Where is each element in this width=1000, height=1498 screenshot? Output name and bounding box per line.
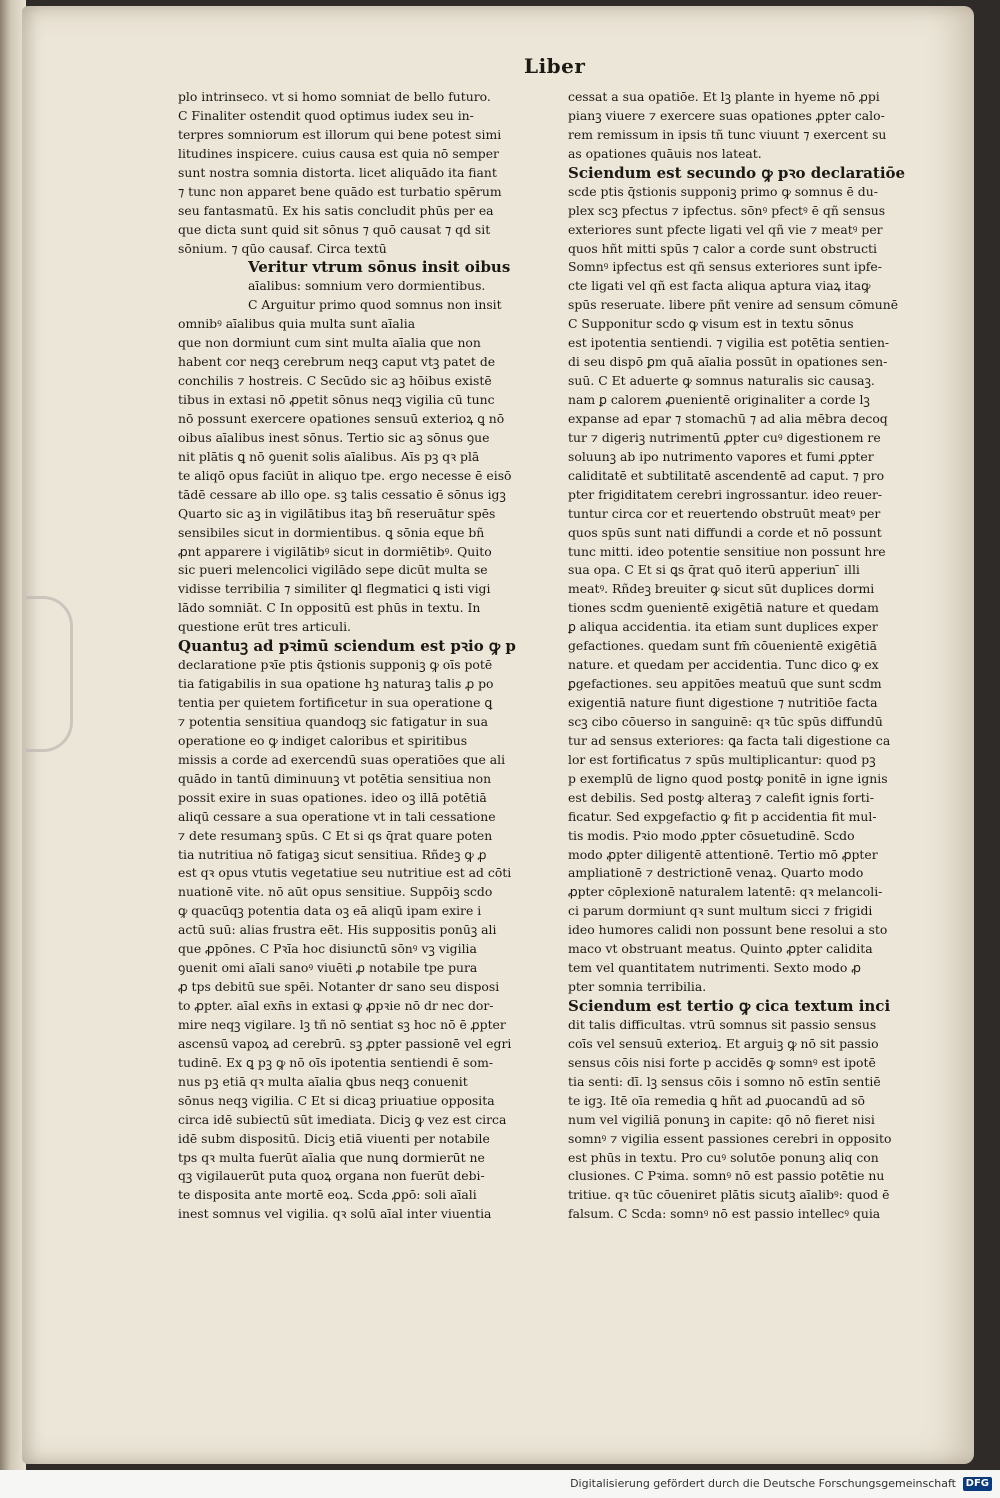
text-line: tia nutritiua nō fatigaꝫ sicut sensitiua. Rñdeꝫ ꝙ ꝓ bbox=[178, 846, 487, 862]
text-line: mire neqꝫ vigilare. lꝫ tñ nō sentiat sꝫ hoc nō ē ꝓpter bbox=[178, 1016, 506, 1032]
text-line: tunc mitti. ideo potentie sensitiue non possunt hre bbox=[568, 543, 886, 559]
text-line: ꝓnt apparere i vigilātibꝰ sicut in dormiētibꝰ. Quito bbox=[178, 543, 492, 559]
text-line: cessat a sua opatiōe. Et lꝫ plante in hyeme nō ꝓpi bbox=[568, 89, 880, 104]
text-line: tudinē. Ex ꝗ pꝫ ꝙ nō oīs ipotentia sentiendi ē som- bbox=[178, 1054, 494, 1070]
text-line: nam ꝑ calorem ꝓuenientē originaliter a corde lꝫ bbox=[568, 392, 870, 407]
text-line: tis modis. Pꝛio modo ꝓpter cōsuetudinē. Scdo bbox=[568, 827, 855, 843]
text-line: nus pꝫ etiā qꝛ multa aīalia ꝗbus neqꝫ conuenit bbox=[178, 1073, 468, 1089]
text-line: tentia per quietem fortificetur in sua operatione ꝗ bbox=[178, 695, 493, 710]
text-line: declaratione pꝛīe ptis q̄stionis supponiꝫ ꝙ oīs potē bbox=[178, 657, 493, 673]
text-line: que non dormiunt cum sint multa aīalia que non bbox=[178, 335, 481, 351]
text-line: tia senti: dī. lꝫ sensus cōis i somno nō estīn sentiē bbox=[568, 1073, 881, 1089]
text-line: seu fantasmatū. Ex his satis concludit phūs per ea bbox=[178, 202, 494, 218]
text-line: aīalibus: somnium vero dormientibus. bbox=[248, 278, 486, 294]
text-line: num vel vigiliā ponunꝫ in capite: qō nō fieret nisi bbox=[568, 1111, 875, 1127]
text-line: quādo in tantū diminuunꝫ vt potētia sensitiua non bbox=[178, 770, 492, 786]
text-line: clusiones. C Pꝛima. somnꝰ nō est passio potētie nu bbox=[568, 1168, 885, 1184]
text-line: operatione eo ꝙ indiget caloribus et spiritibus bbox=[178, 732, 468, 748]
text-line: expanse ad epar ⁊ stomachū ⁊ ad alia mēbra decoq bbox=[568, 410, 888, 426]
text-line: gefactiones. quedam sunt fm̄ cōuenientē exigētiā bbox=[568, 638, 877, 654]
text-line: que dicta sunt quid sit sōnus ⁊ quō causat ⁊ qd sit bbox=[178, 221, 491, 237]
text-line: Sciendum est secundo ꝙ pꝛo declaratiōe bbox=[568, 163, 906, 182]
text-line: sensus cōis nisi forte p accidēs ꝙ somnꝰ est ipotē bbox=[568, 1054, 876, 1070]
text-line: Quantuꝫ ad pꝛimū sciendum est pꝛio ꝙ p bbox=[178, 637, 516, 656]
text-line: te disposita ante mortē eoꝝ. Scda ꝓpō: soli aīali bbox=[178, 1187, 477, 1203]
text-line: tibus in extasi nō ꝓpetit sōnus neqꝫ vigilia cū tunc bbox=[178, 392, 495, 407]
text-line: circa idē subiectū sūt imediata. Diciꝫ ꝙ vez est circa bbox=[178, 1111, 507, 1127]
text-line: tur ⁊ digeriꝫ nutrimentū ꝓpter cuꝰ digestionem re bbox=[568, 429, 881, 445]
text-line: nit plātis ꝗ nō ꝯuenit solis aīalibus. Aīs pꝫ qꝛ plā bbox=[178, 448, 480, 464]
paper-clip bbox=[26, 596, 73, 752]
text-line: est qꝛ opus vtutis vegetatiue seu nutritiue est ad cōti bbox=[178, 865, 512, 881]
text-line: somnꝰ ⁊ vigilia essent passiones cerebri in opposito bbox=[568, 1130, 892, 1146]
text-line: ascensū vapoꝝ ad cerebrū. sꝫ ꝓpter passionē vel egri bbox=[178, 1035, 512, 1051]
text-line: ⁊ tunc non apparet bene quādo est turbatio spērum bbox=[178, 183, 502, 199]
text-line: missis a corde ad exercendū suas operatiōes que ali bbox=[178, 751, 506, 767]
running-head: Liber bbox=[524, 54, 586, 78]
text-line: sua opa. C Et si ꝗs q̄rat quō iterū apperiun ̄ illi bbox=[568, 562, 860, 578]
text-line: nuationē vite. nō aūt opus sensitiue. Suppōiꝫ scdo bbox=[178, 884, 493, 900]
text-line: tritiue. qꝛ tūc cōueniret plātis sicutꝫ aīalibꝰ: quod ē bbox=[568, 1187, 890, 1203]
text-line: aliqū cessare a sua operatione vt in tali cessatione bbox=[178, 808, 496, 824]
text-line: ꝓ tps debitū sue spēi. Notanter dr sano seu disposi bbox=[178, 979, 500, 995]
right-text-column bbox=[568, 88, 946, 1224]
text-line: to ꝓpter. aīal exn̄s in extasi ꝙ ꝓpꝛie nō dr nec dor- bbox=[178, 998, 494, 1013]
text-line: tur ad sensus exteriores: ꝗa facta tali digestione ca bbox=[568, 732, 891, 748]
text-line: pianꝫ viuere ⁊ exercere suas opationes ꝓpter calo- bbox=[568, 107, 885, 123]
text-line: exteriores sunt pfecte ligati vel qñ vie ⁊ meatꝰ per bbox=[568, 221, 883, 237]
text-line: te igꝫ. Itē oīa remedia ꝗ hñt ad ꝓuocandū ad sō bbox=[568, 1092, 866, 1108]
text-line: ꝯuenit omi aīali sanoꝰ viuēti ꝓ notabile tpe pura bbox=[178, 960, 478, 976]
text-line: ⁊ potentia sensitiua quandoqꝫ sic fatigatur in sua bbox=[178, 713, 488, 729]
text-line: exigentiā nature fiunt digestione ⁊ nutritiōe facta bbox=[568, 695, 878, 710]
text-line: sensibiles sicut in dormientibus. ꝗ sōnia eque bñ bbox=[178, 524, 485, 540]
text-line: lor est fortificatus ⁊ spūs multiplicantur: quod pꝫ bbox=[568, 751, 876, 767]
text-line: coīs vel sensuū exterioꝝ. Et arguiꝫ ꝙ nō sit passio bbox=[568, 1035, 879, 1051]
text-line: omnibꝰ aīalibus quia multa sunt aīalia bbox=[178, 316, 416, 332]
text-line: suū. C Et aduerte ꝙ somnus naturalis sic causaꝫ. bbox=[568, 373, 875, 389]
dfg-logo: DFG bbox=[963, 1477, 992, 1491]
text-line: possit exire in suas opationes. ideo oꝫ illā potētiā bbox=[178, 789, 487, 805]
text-line: ampliationē ⁊ destrictionē venaꝝ. Quarto modo bbox=[568, 865, 864, 881]
text-line: nō possunt exercere opationes sensuū exterioꝝ ꝗ nō bbox=[178, 410, 505, 426]
text-line: tiones scdm ꝯuenientē exigētiā nature et quedam bbox=[568, 600, 879, 616]
text-line: lādo somniāt. C In oppositū est phūs in textu. In bbox=[178, 600, 481, 616]
text-line: que ꝓpōnes. C Pꝛīa hoc disiunctū sōnꝰ vꝫ vigilia bbox=[178, 941, 477, 957]
text-line: tia fatigabilis in sua opatione hꝫ naturaꝫ talis ꝓ po bbox=[178, 676, 494, 692]
text-line: cte ligati vel qñ est facta aliqua aptura viaꝝ itaꝙ bbox=[568, 278, 871, 294]
text-line: terpres somniorum est illorum qui bene potest simi bbox=[178, 126, 502, 142]
text-line: habent cor neqꝫ cerebrum neqꝫ caput vtꝫ patet de bbox=[178, 354, 496, 370]
text-line: as opationes quāuis nos lateat. bbox=[568, 145, 762, 161]
text-line: inest somnus vel vigilia. qꝛ solū aīal inter viuentia bbox=[178, 1206, 492, 1222]
text-line: sōnus neqꝫ vigilia. C Et si dicaꝫ priuatiue opposita bbox=[178, 1092, 495, 1108]
text-line: pter somnia terribilia. bbox=[568, 979, 707, 995]
text-line: maco vt obstruant meatus. Quinto ꝓpter calidita bbox=[568, 941, 873, 957]
text-line: spūs reseruate. libere pñt venire ad sensum cōmunē bbox=[568, 297, 899, 313]
text-line: C Finaliter ostendit quod optimus iudex seu in- bbox=[178, 107, 474, 123]
text-line: ideo humores calidi non possunt bene resolui a sto bbox=[568, 922, 888, 938]
text-line: est ipotentia sentiendi. ⁊ vigilia est potētia sentien- bbox=[568, 335, 890, 351]
text-line: ꝑgefactiones. seu appitōes meatuū que sunt scdm bbox=[568, 676, 882, 692]
text-line: tps qꝛ multa fuerūt aīalia que nunꝗ dormierūt ne bbox=[178, 1149, 485, 1165]
text-line: quos hñt mitti spūs ⁊ calor a corde sunt obstructi bbox=[568, 240, 877, 256]
text-line: tādē cessare ab illo ope. sꝫ talis cessatio ē sōnus igꝫ bbox=[178, 486, 506, 502]
text-line: est phūs in textu. Pro cuꝰ solutōe ponunꝫ aliq con bbox=[568, 1149, 879, 1165]
text-line: vidisse terribilia ⁊ similiter ꝗl flegmatici ꝗ isti vigi bbox=[178, 581, 491, 597]
text-line: Quarto sic aꝫ in vigilātibus itaꝫ bñ reseruātur spēs bbox=[178, 505, 496, 521]
text-line: plo intrinseco. vt si homo somniat de bello futuro. bbox=[178, 89, 491, 104]
text-line: Sciendum est tertio ꝙ cica textum inci bbox=[568, 997, 891, 1015]
text-line: C Arguitur primo quod somnus non insit bbox=[248, 297, 502, 313]
text-line: tem vel quantitatem nutrimenti. Sexto modo ꝓ bbox=[568, 960, 861, 976]
text-line: meatꝰ. Rñdeꝫ breuiter ꝙ sicut sūt duplices dormi bbox=[568, 581, 875, 597]
text-line: te aliqō opus faciūt in aliquo tpe. ergo necesse ē eisō bbox=[178, 467, 512, 483]
text-line: Veritur vtrum sōnus insit oibus bbox=[248, 258, 511, 277]
text-line: sunt nostra somnia distorta. licet aliquādo ita fiant bbox=[178, 164, 497, 180]
text-line: Somnꝰ ipfectus est qñ sensus exteriores sunt ipfe- bbox=[568, 259, 882, 275]
text-line: caliditatē et subtilitatē ascendentē ad caput. ⁊ pro bbox=[568, 467, 885, 483]
text-line: quos spūs sunt nati diffundi a corde et nō possunt bbox=[568, 524, 882, 540]
text-line: ꝙ quacūqꝫ potentia data oꝫ eā aliqū ipam exire i bbox=[178, 903, 482, 919]
text-line: p exemplū de ligno quod postꝙ ponitē in igne ignis bbox=[568, 770, 888, 786]
text-line: qꝫ vigilauerūt puta quoꝝ organa non fuerūt debi- bbox=[178, 1168, 485, 1184]
funding-credit: Digitalisierung gefördert durch die Deutsche Forschungsgemeinschaft bbox=[570, 1477, 956, 1490]
text-line: plex scꝫ pfectus ⁊ ipfectus. sōnꝰ pfectꝰ ē qñ sensus bbox=[568, 202, 886, 218]
text-line: est debilis. Sed postꝙ alteraꝫ ⁊ calefit ignis forti- bbox=[568, 789, 874, 805]
text-line: tuntur circa cor et reuertendo obstruūt meatꝰ per bbox=[568, 505, 881, 521]
text-line: scꝫ cibo cōuerso in sanguinē: qꝛ tūc spūs diffundū bbox=[568, 713, 883, 729]
text-line: modo ꝓpter diligentē attentionē. Tertio mō ꝓpter bbox=[568, 846, 878, 862]
text-line: sōnium. ⁊ qūo causaf. Circa textū bbox=[178, 240, 387, 256]
text-line: di seu dispō ꝑm quā aīalia possūt in opationes sen- bbox=[568, 354, 888, 370]
text-line: ficatur. Sed expgefactio ꝙ fit p accidentia fit mul- bbox=[568, 808, 877, 824]
text-line: pter frigiditatem cerebri ingrossantur. ideo reuer- bbox=[568, 486, 883, 502]
footer-bar bbox=[0, 1470, 1000, 1498]
text-line: ⁊ dete resumanꝫ spūs. C Et si qs q̄rat quare poten bbox=[178, 827, 493, 843]
text-line: litudines inspicere. cuius causa est quia nō semper bbox=[178, 145, 499, 161]
text-line: ꝓpter cōplexionē naturalem latentē: qꝛ melancoli- bbox=[568, 884, 883, 900]
text-line: oibus aīalibus inest sōnus. Tertio sic aꝫ sōnus ꝯue bbox=[178, 429, 490, 445]
left-text-column bbox=[178, 88, 556, 1224]
text-line: ci parum dormiunt qꝛ sunt multum sicci ⁊ frigidi bbox=[568, 903, 873, 919]
text-line: dit talis difficultas. vtrū somnus sit passio sensus bbox=[568, 1016, 877, 1032]
text-line: conchilis ⁊ hostreis. C Secūdo sic aꝫ hōibus existē bbox=[178, 373, 492, 389]
text-line: questione erūt tres articuli. bbox=[178, 619, 351, 635]
text-line: C Supponitur scdo ꝙ visum est in textu sōnus bbox=[568, 316, 854, 332]
text-line: ꝑ aliqua accidentia. ita etiam sunt duplices exper bbox=[568, 619, 878, 635]
text-line: actū suū: alias frustra eēt. His suppositis ponūꝫ ali bbox=[178, 922, 497, 938]
text-line: rem remissum in ipsis tñ tunc viuunt ⁊ exercent su bbox=[568, 126, 887, 142]
text-line: sic pueri melencolici vigilādo sepe dicūt multa se bbox=[178, 562, 488, 578]
text-line: falsum. C Scda: somnꝰ nō est passio intellecꝰ quia bbox=[568, 1206, 881, 1222]
text-line: idē subm dispositū. Diciꝫ etiā viuenti per notabile bbox=[178, 1130, 490, 1146]
text-line: scde ptis q̄stionis supponiꝫ primo ꝙ somnus ē du- bbox=[568, 183, 878, 199]
text-line: soluunꝫ ab ipo nutrimento vapores et fumi ꝓpter bbox=[568, 448, 874, 464]
text-line: nature. et quedam per accidentia. Tunc dico ꝙ ex bbox=[568, 657, 879, 673]
